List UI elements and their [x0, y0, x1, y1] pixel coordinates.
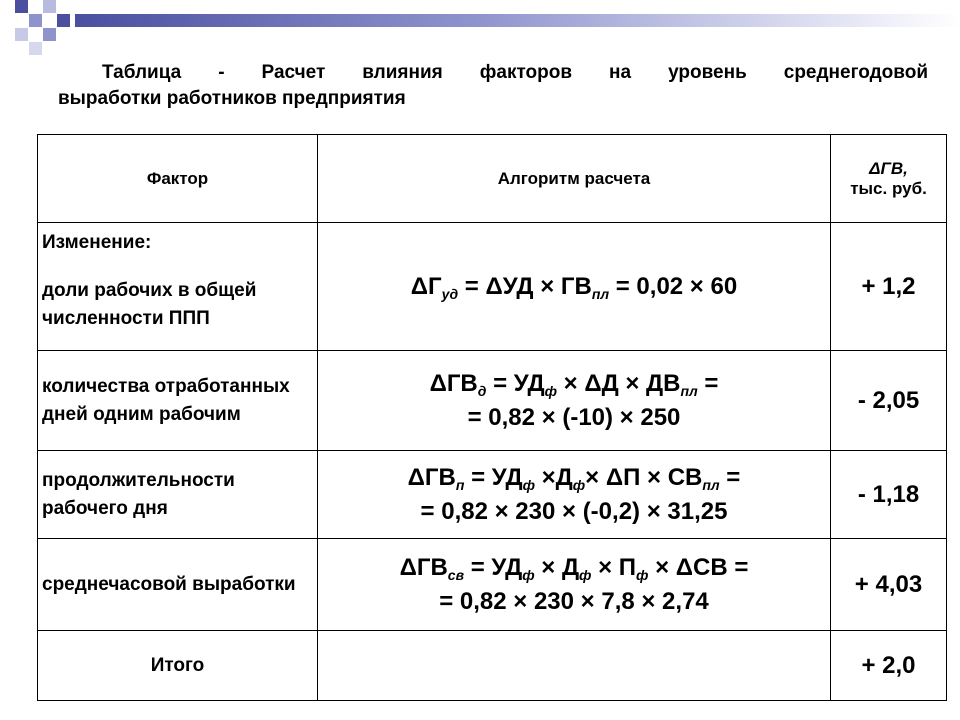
decorative-square [15, 28, 28, 41]
title-line-2: выработки работников предприятия [58, 88, 406, 109]
page-title [58, 60, 928, 112]
header-factor: Фактор [38, 135, 318, 223]
decorative-square [57, 14, 70, 27]
table-row [38, 223, 947, 351]
formula-line-result: = 0,82 × (-10) × 250 [467, 403, 681, 431]
decorative-gradient-band [75, 14, 960, 27]
total-empty-cell [318, 631, 831, 701]
delta-value: + 4,03 [831, 539, 947, 631]
formula-line: $\Delta ГВ_д = УД_ф \times \Delta Д \times ДВ_{пл}$ = [429, 369, 719, 399]
formula-line: $\Delta ГВ_{св} = УД_ф \times Д_ф \times П_ф \times \Delta СВ$ = [399, 553, 749, 583]
factor-label: доли рабочих в общей численности ППП [42, 280, 257, 329]
spacer [42, 257, 313, 277]
factor-cell: продолжительности рабочего дня [38, 451, 318, 539]
title-line-1: Таблица - Расчет влияния факторов на уровень среднегодовой [102, 62, 928, 83]
formula-cell [318, 451, 831, 539]
delta-value: - 1,18 [831, 451, 947, 539]
table-row [38, 539, 947, 631]
table-header-row [38, 135, 947, 223]
formula-line: $\Delta ГВ_п = УД_ф \times Д_ф\times \Delta П \times СВ_{пл}$ = [407, 463, 741, 493]
factor-cell: количества отработанных дней одним рабочим [38, 351, 318, 451]
decorative-square [29, 14, 42, 27]
header-delta-symbol: ΔГВ, [869, 158, 908, 178]
factor-cell: среднечасовой выработки [38, 539, 318, 631]
total-label: Итого [38, 631, 318, 701]
header-algorithm: Алгоритм расчета [318, 135, 831, 223]
decorative-square [43, 28, 56, 41]
formula-line-result: = 0,82 × 230 × 7,8 × 2,74 [439, 587, 709, 615]
delta-value: - 2,05 [831, 351, 947, 451]
table-total-row [38, 631, 947, 701]
delta-value: + 1,2 [831, 223, 947, 351]
formula-cell [318, 351, 831, 451]
table-row [38, 351, 947, 451]
header-delta [831, 135, 947, 223]
total-value: + 2,0 [831, 631, 947, 701]
factor-cell [38, 223, 318, 351]
header-delta-unit: тыс. руб. [850, 178, 927, 198]
formula-cell [318, 539, 831, 631]
decorative-header [0, 0, 960, 60]
formula-line: $\Delta Г_{уд} = \Delta УД \times ГВ_{пл} = 0,02 \times 60$ [410, 272, 738, 302]
decorative-square [43, 0, 56, 13]
decorative-square [15, 0, 28, 13]
formula-cell [318, 223, 831, 351]
factor-intro: Изменение: [42, 232, 152, 253]
decorative-square [29, 42, 42, 55]
formula-line-result: = 0,82 × 230 × (-0,2) × 31,25 [420, 497, 728, 525]
table-row [38, 451, 947, 539]
factor-table [37, 134, 947, 701]
